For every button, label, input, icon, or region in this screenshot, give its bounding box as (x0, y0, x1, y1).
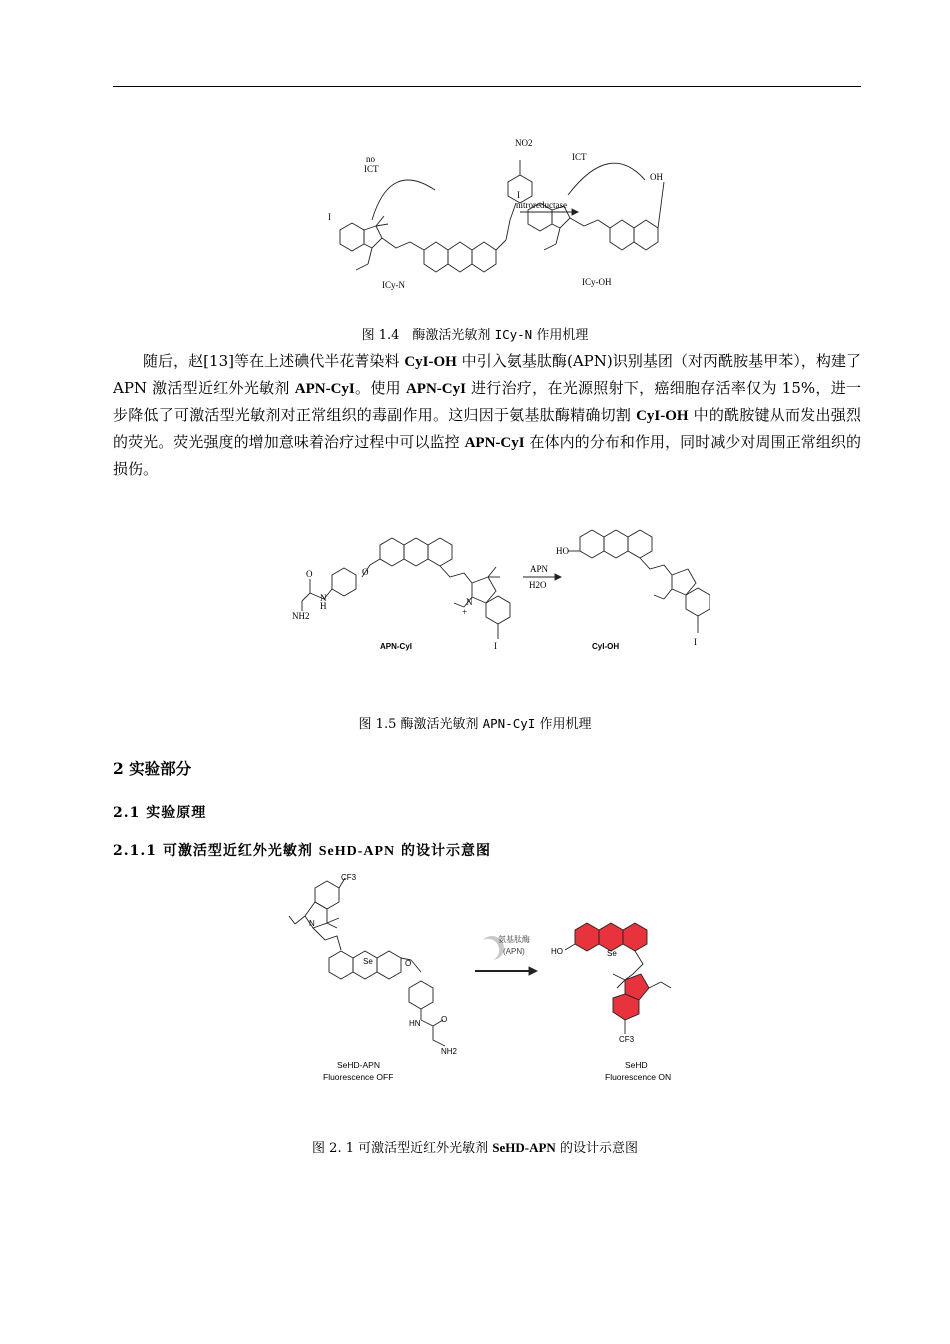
apn-label: APN (530, 564, 549, 574)
indolium-n-label: N (466, 597, 473, 607)
sehd-apn-label: SeHD-APN (337, 1060, 380, 1070)
iodo-label-a: I (494, 641, 497, 651)
fluorescence-off-label: Fluorescence OFF (323, 1072, 394, 1082)
ho-label-right: HO (551, 947, 563, 956)
hn-label: HN (409, 1019, 421, 1028)
no-ict-label-2: ICT (364, 164, 379, 174)
o-label-left: O (405, 959, 412, 968)
h2o-label: H2O (529, 580, 547, 590)
plus-label: + (462, 607, 468, 617)
figure-1-5-caption: 图 1.5 酶激活光敏剂 APN-CyI 作用机理 (358, 716, 592, 732)
ether-o-label: O (362, 567, 369, 577)
nh2-label-2: NH2 (441, 1047, 458, 1056)
figure-1-4-scheme (310, 120, 670, 300)
cf3-label-left: CF3 (341, 873, 357, 882)
icy-n-label: ICy-N (382, 280, 405, 290)
amide-h-label: H (320, 601, 327, 611)
iodo-label-b: I (694, 637, 697, 647)
header-rule (113, 86, 861, 87)
body-paragraph: 随后，赵[13]等在上述碘代半花菁染料 CyI-OH 中引入氨基肽酶(APN)识别基团（对丙酰胺基甲苯），构建了 APN 激活型近红外光敏剂 APN-CyI。使用 APN-CyI 进行治疗，在光源照射下，癌细胞存活率仅为 15%，进一步降低了可激活型光敏剂对正常组织的毒副作用。这归因于氨基肽酶精确切割 CyI-OH 中的酰胺键从而发出强烈的荧光。荧光强度的增加意味着治疗过程中可以监控 APN-CyI 在体内的分布和作用，同时减少对周围正常组织的损伤。 (113, 352, 862, 478)
ict-label: ICT (572, 152, 587, 162)
figure-1-5-scheme (280, 515, 710, 665)
oh-label: OH (650, 172, 663, 182)
cf3-label-right: CF3 (619, 1035, 635, 1044)
cyi-oh-label: CyI-OH (592, 642, 620, 651)
ho-label: HO (556, 546, 569, 556)
subsubsection-heading: 2.1.1 可激活型近红外光敏剂 SeHD-APN 的设计示意图 (113, 843, 492, 859)
icy-oh-label: ICy-OH (582, 277, 612, 287)
fluorescence-on-label: Fluorescence ON (605, 1072, 672, 1082)
enzyme-abbr-label: (APN) (503, 947, 525, 956)
nitro-label: NO2 (515, 138, 533, 148)
subsection-heading: 2.1 实验原理 (113, 805, 207, 821)
iodo-label-left: I (328, 212, 331, 222)
figure-2-1-caption: 图 2. 1 可激活型近红外光敏剂 SeHD-APN 的设计示意图 (312, 1140, 638, 1156)
carbonyl-o-label-2: O (441, 1015, 448, 1024)
nh2-label: NH2 (292, 611, 310, 621)
amide-n-label: N (320, 593, 327, 603)
se-label-right: Se (607, 949, 617, 958)
se-label-left: Se (363, 957, 373, 966)
carbonyl-o-label: O (306, 569, 313, 579)
figure-1-4-caption: 图 1.4 酶激活光敏剂 ICy-N 作用机理 (361, 327, 589, 343)
sehd-label: SeHD (625, 1060, 648, 1070)
iodo-label-right: I (517, 190, 520, 200)
n-label-left: N (309, 919, 315, 928)
enzyme-label: 氨基肽酶 (498, 935, 530, 944)
section-heading: 2 实验部分 (113, 759, 192, 778)
apn-cyi-label: APN-CyI (380, 642, 413, 651)
figure-2-1-scheme (285, 868, 705, 1093)
nitroreductase-label: nitroreductase (516, 200, 567, 210)
no-ict-label: no (366, 154, 375, 164)
